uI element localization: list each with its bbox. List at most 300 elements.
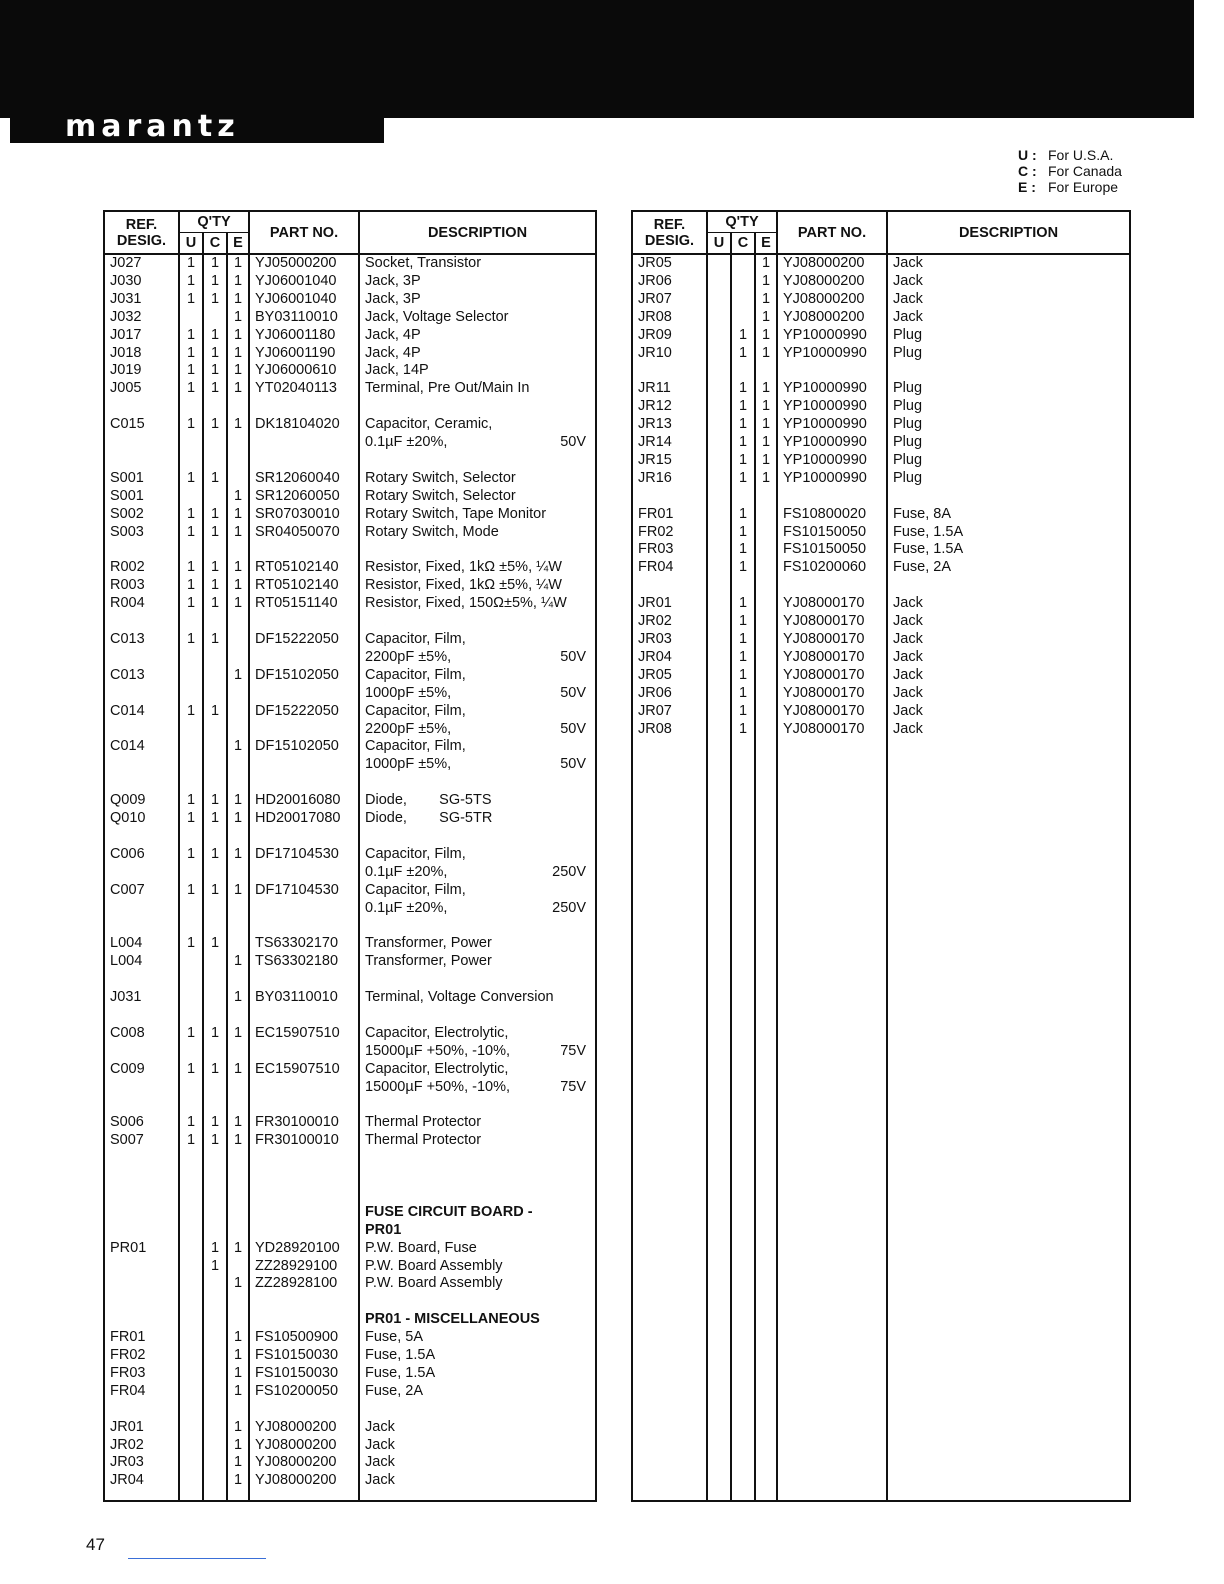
qty-u-cell — [707, 577, 731, 595]
description-text: Capacitor, Film, — [365, 702, 466, 719]
qty-e-cell — [755, 649, 777, 667]
table-row — [104, 1293, 596, 1311]
qty-u-cell: 1 — [179, 254, 203, 273]
voltage-rating: 50V — [560, 720, 586, 737]
filler-cell — [249, 1490, 359, 1501]
qty-c-cell — [203, 1222, 227, 1240]
table-row — [104, 1472, 596, 1490]
part-no-cell: YP10000990 — [777, 398, 887, 416]
qty-u-cell — [179, 1472, 203, 1490]
ref-desig-cell: S002 — [104, 506, 179, 524]
table-row — [104, 756, 596, 774]
qty-c-cell: 1 — [203, 416, 227, 434]
table-row — [104, 1329, 596, 1347]
qty-e-cell: 1 — [755, 345, 777, 363]
qty-c-cell — [203, 1079, 227, 1097]
table-row — [632, 685, 1130, 703]
ref-desig-cell — [104, 1150, 179, 1168]
qty-e-cell: 1 — [227, 792, 249, 810]
qty-e-cell — [227, 1401, 249, 1419]
description-cell — [887, 721, 1130, 739]
qty-header: Q'TY — [179, 211, 249, 233]
qty-e-cell — [755, 559, 777, 577]
qty-e-cell: 1 — [755, 380, 777, 398]
part-no-cell: YJ08000170 — [777, 649, 887, 667]
qty-e-cell — [227, 703, 249, 721]
description-text: Jack — [893, 666, 923, 683]
table-row — [104, 846, 596, 864]
ref-desig-cell — [104, 1311, 179, 1329]
description-text: Fuse, 2A — [365, 1382, 424, 1399]
description-text: Fuse, 5A — [365, 1329, 424, 1346]
description-text: Capacitor, Ceramic, — [365, 416, 493, 433]
ref-desig-cell: S003 — [104, 524, 179, 542]
description-text: Fuse, 8A — [893, 505, 952, 522]
filler-cell — [755, 738, 777, 1501]
qty-u-cell — [179, 1007, 203, 1025]
table-row — [632, 721, 1130, 739]
qty-c-cell: 1 — [731, 416, 755, 434]
ref-desig-cell: C009 — [104, 1061, 179, 1079]
ref-desig-cell — [104, 685, 179, 703]
part-no-cell — [249, 1293, 359, 1311]
qty-c-cell: 1 — [731, 721, 755, 739]
part-no-cell — [249, 1186, 359, 1204]
ref-desig-cell: FR01 — [632, 506, 707, 524]
part-no-cell: YP10000990 — [777, 452, 887, 470]
qty-e-cell: 1 — [227, 1437, 249, 1455]
ref-desig-cell: FR02 — [632, 524, 707, 542]
qty-e-cell: 1 — [227, 1114, 249, 1132]
ref-desig-cell — [104, 613, 179, 631]
table-row — [104, 1383, 596, 1401]
table-row — [104, 1347, 596, 1365]
qty-u-cell — [179, 649, 203, 667]
table-row — [632, 470, 1130, 488]
part-no-cell: EC15907510 — [249, 1061, 359, 1079]
qty-u-cell — [179, 1383, 203, 1401]
qty-u-cell — [707, 524, 731, 542]
description-cell — [359, 254, 596, 273]
qty-e-cell: 1 — [755, 452, 777, 470]
qty-c-cell: 1 — [203, 1025, 227, 1043]
part-no-cell — [249, 1007, 359, 1025]
qty-u-cell — [179, 1258, 203, 1276]
table-row — [104, 1222, 596, 1240]
ref-desig-cell: JR14 — [632, 434, 707, 452]
ref-desig-cell: JR08 — [632, 721, 707, 739]
qty-e-cell: 1 — [227, 254, 249, 273]
ref-desig-cell: Q009 — [104, 792, 179, 810]
description-cell — [887, 309, 1130, 327]
part-no-cell — [249, 1204, 359, 1222]
part-no-cell: FS10150050 — [777, 541, 887, 559]
qty-u-cell — [707, 631, 731, 649]
description-text: Capacitor, Electrolytic, — [365, 1060, 509, 1077]
description-text: Terminal, Pre Out/Main In — [365, 380, 530, 397]
part-no-cell: SR12060040 — [249, 470, 359, 488]
part-no-cell — [249, 1079, 359, 1097]
description-cell — [887, 649, 1130, 667]
qty-e-cell: 1 — [755, 309, 777, 327]
table-row — [632, 631, 1130, 649]
qty-e-cell — [227, 398, 249, 416]
table-filler-row — [632, 738, 1130, 1501]
ref-desig-cell: L004 — [104, 953, 179, 971]
qty-e-cell — [755, 613, 777, 631]
ref-desig-cell — [104, 1258, 179, 1276]
description-cell — [359, 1186, 596, 1204]
qty-u-header: U — [179, 233, 203, 255]
qty-e-cell — [755, 685, 777, 703]
part-no-cell: YJ08000170 — [777, 685, 887, 703]
qty-u-cell — [707, 398, 731, 416]
ref-desig-cell: J031 — [104, 989, 179, 1007]
qty-u-cell — [707, 291, 731, 309]
brand-logo: marantz — [10, 110, 384, 143]
part-no-cell: FS10150030 — [249, 1365, 359, 1383]
qty-u-cell: 1 — [179, 1132, 203, 1150]
qty-c-cell — [203, 1365, 227, 1383]
qty-c-cell — [203, 953, 227, 971]
qty-e-cell: 1 — [227, 1061, 249, 1079]
ref-desig-cell: JR05 — [632, 667, 707, 685]
part-no-cell: YT02040113 — [249, 380, 359, 398]
qty-e-cell: 1 — [227, 559, 249, 577]
description-cell — [887, 524, 1130, 542]
qty-c-cell: 1 — [731, 685, 755, 703]
qty-c-cell — [203, 541, 227, 559]
description-text: 2200pF ±5%, — [365, 648, 452, 665]
ref-desig-cell — [104, 971, 179, 989]
qty-c-cell — [203, 1168, 227, 1186]
table-row — [104, 1096, 596, 1114]
description-cell — [359, 1401, 596, 1419]
description-cell — [359, 1079, 596, 1097]
part-no-cell — [249, 1222, 359, 1240]
qty-u-cell: 1 — [179, 470, 203, 488]
description-text: Jack — [365, 1472, 395, 1489]
ref-desig-cell — [104, 1186, 179, 1204]
table-row — [104, 1311, 596, 1329]
ref-desig-cell: J017 — [104, 327, 179, 345]
qty-c-cell — [203, 756, 227, 774]
qty-u-cell: 1 — [179, 291, 203, 309]
qty-c-cell — [203, 1311, 227, 1329]
description-cell — [359, 953, 596, 971]
part-no-cell — [249, 434, 359, 452]
header-band — [0, 0, 1194, 118]
description-text: 0.1µF ±20%, — [365, 863, 448, 880]
ref-desig-cell: C015 — [104, 416, 179, 434]
description-cell — [887, 631, 1130, 649]
qty-u-cell — [179, 613, 203, 631]
table-row — [632, 345, 1130, 363]
qty-e-cell: 1 — [227, 1472, 249, 1490]
filler-cell — [227, 1490, 249, 1501]
qty-e-cell: 1 — [227, 667, 249, 685]
description-cell — [359, 1168, 596, 1186]
filler-cell — [777, 738, 887, 1501]
qty-u-cell — [179, 541, 203, 559]
table-row — [104, 434, 596, 452]
qty-c-cell — [203, 1401, 227, 1419]
ref-desig-cell: R004 — [104, 595, 179, 613]
description-cell — [359, 559, 596, 577]
description-text: Jack — [365, 1436, 395, 1453]
description-text: 1000pF ±5%, — [365, 684, 452, 701]
qty-c-cell: 1 — [203, 577, 227, 595]
qty-e-cell — [227, 1079, 249, 1097]
description-cell — [887, 577, 1130, 595]
table-row — [104, 1437, 596, 1455]
description-text: Rotary Switch, Selector — [365, 487, 516, 504]
part-no-cell: DF15102050 — [249, 738, 359, 756]
qty-u-cell — [707, 613, 731, 631]
description-cell — [887, 595, 1130, 613]
qty-e-cell: 1 — [227, 882, 249, 900]
part-no-cell: BY03110010 — [249, 989, 359, 1007]
part-no-cell: RT05102140 — [249, 577, 359, 595]
description-cell — [887, 488, 1130, 506]
qty-e-cell — [227, 1293, 249, 1311]
description-text: Capacitor, Film, — [365, 881, 466, 898]
ref-desig-cell — [104, 1079, 179, 1097]
ref-desig-cell: JR04 — [632, 649, 707, 667]
part-no-cell: DF15102050 — [249, 667, 359, 685]
qty-c-cell: 1 — [203, 1258, 227, 1276]
page-footer-line — [128, 1558, 266, 1559]
table-row — [104, 703, 596, 721]
qty-c-cell: 1 — [203, 327, 227, 345]
description-cell — [359, 1150, 596, 1168]
qty-c-header: C — [203, 233, 227, 255]
ref-desig-cell: JR06 — [632, 273, 707, 291]
description-cell — [359, 1132, 596, 1150]
table-row — [632, 434, 1130, 452]
ref-desig-cell: JR03 — [104, 1454, 179, 1472]
description-cell — [359, 810, 596, 828]
qty-c-cell: 1 — [203, 291, 227, 309]
ref-desig-cell — [632, 362, 707, 380]
description-cell — [359, 577, 596, 595]
qty-e-cell — [227, 685, 249, 703]
page-number: 47 — [86, 1535, 105, 1554]
qty-header: Q'TY — [707, 211, 777, 233]
ref-desig-cell: J018 — [104, 345, 179, 363]
table-row — [104, 1240, 596, 1258]
qty-e-cell: 1 — [227, 1365, 249, 1383]
table-row — [104, 380, 596, 398]
description-cell — [887, 254, 1130, 273]
description-text: Diode, SG-5TS — [365, 792, 492, 809]
part-no-cell: FS10500900 — [249, 1329, 359, 1347]
ref-desig-header: REF. DESIG. — [104, 211, 179, 254]
table-row — [632, 380, 1130, 398]
description-text: Resistor, Fixed, 150Ω±5%, ¼W — [365, 595, 567, 612]
qty-c-cell: 1 — [731, 327, 755, 345]
qty-e-cell — [755, 488, 777, 506]
ref-desig-cell: C013 — [104, 667, 179, 685]
description-cell — [887, 685, 1130, 703]
table-row — [632, 577, 1130, 595]
description-text: Diode, SG-5TR — [365, 810, 493, 827]
ref-desig-cell — [104, 1293, 179, 1311]
qty-e-cell — [227, 1168, 249, 1186]
table-row — [632, 254, 1130, 273]
ref-desig-cell — [104, 1096, 179, 1114]
part-no-cell: YP10000990 — [777, 345, 887, 363]
table-row — [632, 506, 1130, 524]
qty-c-cell — [203, 452, 227, 470]
qty-u-cell — [179, 864, 203, 882]
table-row — [632, 416, 1130, 434]
qty-c-cell: 1 — [203, 1132, 227, 1150]
qty-c-cell: 1 — [731, 470, 755, 488]
ref-desig-cell: C013 — [104, 631, 179, 649]
part-no-cell: YJ05000200 — [249, 254, 359, 273]
part-no-cell: YJ08000200 — [777, 273, 887, 291]
table-row — [104, 452, 596, 470]
description-text: Socket, Transistor — [365, 255, 482, 271]
qty-c-cell: 1 — [731, 649, 755, 667]
qty-c-cell — [203, 1437, 227, 1455]
part-no-cell — [249, 1096, 359, 1114]
qty-e-cell: 1 — [755, 291, 777, 309]
ref-desig-cell: JR02 — [104, 1437, 179, 1455]
qty-u-header: U — [707, 233, 731, 255]
part-no-cell: YJ06001180 — [249, 327, 359, 345]
qty-e-cell — [227, 1096, 249, 1114]
qty-c-cell: 1 — [203, 631, 227, 649]
description-text: Plug — [893, 469, 923, 486]
qty-c-cell: 1 — [731, 434, 755, 452]
qty-e-cell: 1 — [227, 1347, 249, 1365]
qty-u-cell: 1 — [179, 631, 203, 649]
part-no-cell — [249, 756, 359, 774]
table-row — [104, 613, 596, 631]
qty-c-cell: 1 — [731, 506, 755, 524]
description-cell — [359, 935, 596, 953]
ref-desig-cell — [104, 900, 179, 918]
table-row — [104, 1025, 596, 1043]
description-cell — [359, 1347, 596, 1365]
ref-desig-cell — [104, 917, 179, 935]
table-row — [104, 971, 596, 989]
table-row — [104, 738, 596, 756]
ref-desig-cell: JR04 — [104, 1472, 179, 1490]
table-row — [104, 541, 596, 559]
ref-desig-cell: J027 — [104, 254, 179, 273]
qty-c-cell — [203, 309, 227, 327]
table-row — [104, 362, 596, 380]
qty-e-cell: 1 — [227, 1329, 249, 1347]
description-text: Jack — [893, 684, 923, 701]
ref-desig-cell: FR01 — [104, 1329, 179, 1347]
description-text: PR01 - MISCELLANEOUS — [365, 1311, 540, 1328]
description-cell — [887, 506, 1130, 524]
ref-desig-cell — [104, 1007, 179, 1025]
description-text: 15000µF +50%, -10%, — [365, 1078, 511, 1095]
description-text: Jack, 4P — [365, 344, 421, 361]
qty-e-cell: 1 — [227, 524, 249, 542]
ref-desig-cell: S007 — [104, 1132, 179, 1150]
description-text: P.W. Board, Fuse — [365, 1239, 477, 1256]
description-text: Fuse, 2A — [893, 559, 952, 576]
qty-c-cell: 1 — [731, 631, 755, 649]
qty-u-cell — [179, 1168, 203, 1186]
table-row — [104, 1401, 596, 1419]
table-row — [632, 362, 1130, 380]
table-row — [632, 595, 1130, 613]
part-no-cell: YJ08000170 — [777, 667, 887, 685]
qty-c-cell — [203, 1383, 227, 1401]
ref-desig-cell: JR05 — [632, 254, 707, 273]
ref-desig-cell: S001 — [104, 488, 179, 506]
qty-c-cell: 1 — [203, 273, 227, 291]
description-text: Jack, Voltage Selector — [365, 308, 509, 325]
table-row — [104, 1365, 596, 1383]
part-no-cell: FR30100010 — [249, 1114, 359, 1132]
part-no-cell — [777, 577, 887, 595]
table-row — [104, 416, 596, 434]
table-row — [104, 1007, 596, 1025]
qty-c-cell — [731, 291, 755, 309]
voltage-rating: 50V — [560, 648, 586, 665]
description-text: Jack — [893, 702, 923, 719]
ref-desig-cell — [104, 541, 179, 559]
ref-desig-cell: Q010 — [104, 810, 179, 828]
qty-u-cell: 1 — [179, 327, 203, 345]
table-row — [104, 1043, 596, 1061]
description-cell — [359, 470, 596, 488]
part-no-cell: FS10150030 — [249, 1347, 359, 1365]
qty-c-cell — [203, 917, 227, 935]
qty-u-cell — [707, 434, 731, 452]
part-no-cell: BY03110010 — [249, 309, 359, 327]
legend-row-e: E : For Europe — [1018, 179, 1119, 195]
part-no-cell — [249, 917, 359, 935]
qty-c-cell: 1 — [203, 254, 227, 273]
part-no-cell: YJ06001040 — [249, 291, 359, 309]
qty-u-cell — [707, 345, 731, 363]
qty-u-cell — [179, 1222, 203, 1240]
description-text: Terminal, Voltage Conversion — [365, 989, 554, 1006]
ref-desig-cell: JR02 — [632, 613, 707, 631]
description-cell — [887, 273, 1130, 291]
part-no-cell: FR30100010 — [249, 1132, 359, 1150]
qty-e-cell: 1 — [227, 1025, 249, 1043]
qty-c-cell — [203, 398, 227, 416]
table-row — [632, 613, 1130, 631]
description-text: Transformer, Power — [365, 935, 492, 952]
part-no-cell: YJ08000170 — [777, 703, 887, 721]
qty-c-cell: 1 — [203, 703, 227, 721]
part-no-cell: DF17104530 — [249, 882, 359, 900]
description-text: Fuse, 1.5A — [365, 1364, 436, 1381]
description-cell — [359, 1007, 596, 1025]
description-cell — [359, 703, 596, 721]
qty-e-cell — [227, 828, 249, 846]
qty-u-cell — [707, 559, 731, 577]
qty-e-cell — [227, 1311, 249, 1329]
table-row — [632, 667, 1130, 685]
qty-u-cell — [179, 1096, 203, 1114]
description-text: Transformer, Power — [365, 953, 492, 970]
qty-c-cell — [203, 1096, 227, 1114]
filler-cell — [203, 1490, 227, 1501]
ref-desig-cell: JR13 — [632, 416, 707, 434]
